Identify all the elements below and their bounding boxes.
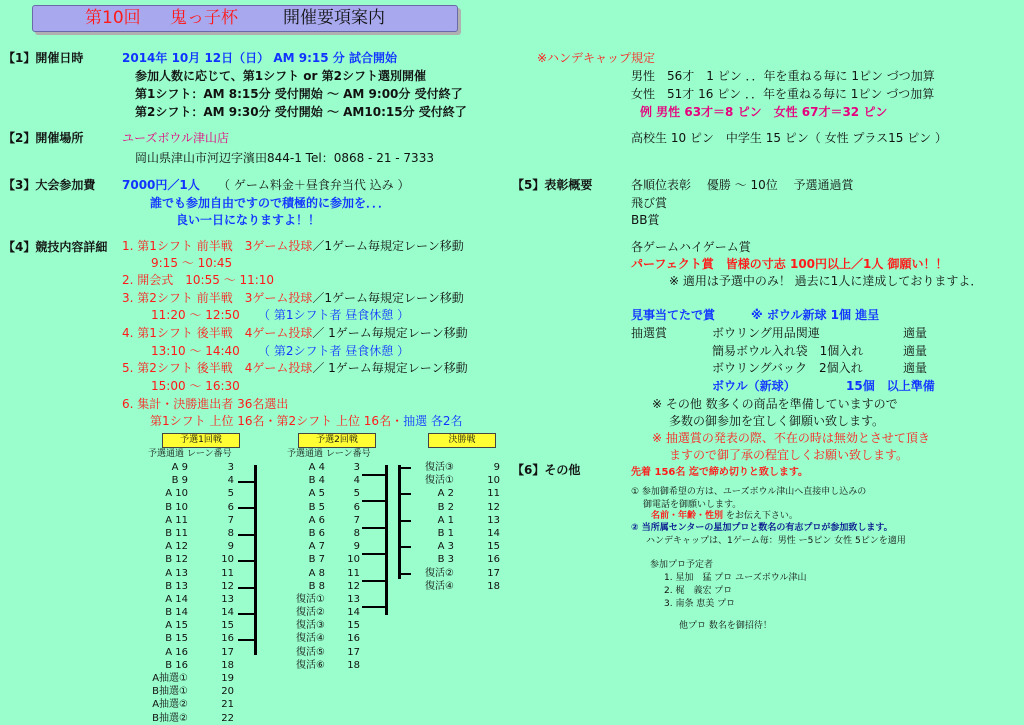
misc-line-2: 多数の御参加を宜しく御願い致します。 bbox=[669, 414, 885, 428]
list-item: 15 bbox=[487, 541, 500, 553]
list-item: 9 bbox=[227, 541, 234, 553]
deadline: 先着 156名 迄で締め切りと致します。 bbox=[631, 467, 809, 478]
mite-award: 見事当てたで賞 ※ ボウル新球 1個 進呈 bbox=[631, 308, 880, 322]
list-item: 11 bbox=[221, 567, 234, 579]
list-item: B 9 bbox=[171, 475, 188, 487]
list-item: A 3 bbox=[437, 541, 454, 553]
list-item: A 11 bbox=[165, 514, 188, 526]
note-2b: ハンデキャップは、1ゲーム毎：男性 ー5ピン 女性 5ピンを適用 bbox=[646, 536, 906, 546]
round-1-pill: 予選1回戦 bbox=[162, 433, 240, 448]
final-bracket-tick bbox=[398, 467, 411, 469]
list-item: 復活⑥ bbox=[296, 659, 325, 671]
list-item: B 14 bbox=[165, 607, 188, 619]
list-item: 12 bbox=[347, 580, 360, 592]
list-item: 10 bbox=[487, 475, 500, 487]
schedule-item-1: 1. 第1シフト 前半戦 3ゲーム投球／1ゲーム毎規定レーン移動 bbox=[122, 239, 464, 253]
title-subtitle: 開催要項案内 bbox=[283, 8, 385, 28]
list-item: A抽選① bbox=[152, 673, 188, 684]
round-2-bracket-tick bbox=[362, 580, 387, 582]
lottery-label: 抽選賞 bbox=[631, 326, 668, 340]
pro-1: 1. 星加 猛 プロ ユーズボウル津山 bbox=[664, 573, 807, 583]
list-item: 14 bbox=[221, 607, 234, 619]
list-item: A 13 bbox=[165, 567, 188, 579]
list-item: 復活③ bbox=[296, 620, 325, 632]
handicap-title: ※ハンデキャップ規定 bbox=[537, 51, 656, 65]
list-item: 7 bbox=[353, 514, 360, 526]
section-5-label: 【5】表彰概要 bbox=[512, 178, 593, 192]
list-item: A 5 bbox=[308, 488, 325, 500]
list-item: 8 bbox=[227, 527, 234, 539]
list-item: 22 bbox=[221, 712, 234, 724]
round-2-bracket-tick bbox=[362, 527, 387, 529]
list-item: 19 bbox=[221, 673, 234, 684]
round-2-header: 予選通過 レーン番号 bbox=[287, 449, 371, 459]
list-item: 9 bbox=[353, 541, 360, 553]
venue-address: 岡山県津山市河辺字濱田844-1 Tel：0868 - 21 - 7333 bbox=[135, 151, 434, 165]
round-2-lanes bbox=[336, 461, 360, 672]
list-item: 4 bbox=[353, 475, 360, 487]
list-item: 18 bbox=[347, 659, 360, 671]
list-item: 11 bbox=[487, 488, 500, 500]
section-4-label: 【4】競技内容詳細 bbox=[3, 240, 108, 254]
venue-name: ユーズボウル津山店 bbox=[122, 131, 230, 145]
list-item: B 5 bbox=[308, 501, 325, 513]
other-pros: 他プロ 数名を御招待！ bbox=[679, 621, 772, 631]
round-2-names bbox=[285, 461, 325, 672]
shift-2-time: 第2シフト：AM 9:30分 受付開始 〜 AM10:15分 受付終了 bbox=[135, 105, 467, 119]
handicap-students: 高校生 10 ピン 中学生 15 ピン（ 女性 プラス15 ピン ） bbox=[631, 131, 947, 145]
list-item: 10 bbox=[347, 554, 360, 566]
list-item: 5 bbox=[353, 488, 360, 500]
handicap-example: 例 男性 63才＝8 ピン 女性 67才＝32 ピン bbox=[640, 105, 888, 119]
note-1a: ① 参加御希望の方は、ユーズボウル津山へ直接申し込みの bbox=[631, 487, 867, 497]
round-1-bracket-tick bbox=[238, 534, 256, 536]
list-item: B 11 bbox=[165, 527, 188, 539]
list-item: 21 bbox=[221, 699, 234, 711]
list-item: B 10 bbox=[165, 501, 188, 513]
list-item: 13 bbox=[487, 514, 500, 526]
prize-1-name: ボウリング用品関連 bbox=[712, 326, 820, 340]
round-1-header: 予選通過 レーン番号 bbox=[148, 449, 232, 459]
handicap-women: 女性 51才 16 ピン ．．年を重ねる毎に 1ピン づつ加算 bbox=[631, 87, 935, 101]
list-item: B 3 bbox=[437, 554, 454, 566]
note-1c: 名前・年齢・性別 をお伝え下さい。 bbox=[651, 511, 798, 521]
schedule-item-4: 4. 第1シフト 後半戦 4ゲーム投球／ 1ゲーム毎規定レーン移動 bbox=[122, 326, 468, 340]
list-item: 15 bbox=[221, 620, 234, 632]
prize-3-name: ボウリングバック 2個入れ bbox=[712, 361, 863, 375]
list-item: A 15 bbox=[165, 620, 188, 632]
award-line-4: 各ゲームハイゲーム賞 bbox=[631, 240, 751, 254]
round-2-bracket-tick bbox=[362, 474, 387, 476]
list-item: 3 bbox=[227, 462, 234, 473]
list-item: A 16 bbox=[165, 646, 188, 658]
prize-2-qty: 適量 bbox=[903, 344, 928, 358]
perfect-note: ※ 適用は予選中のみ！ 過去に1人に達成しておりますよ． bbox=[669, 274, 983, 288]
final-lanes bbox=[476, 461, 500, 593]
final-pill: 決勝戦 bbox=[428, 433, 496, 448]
qualifier-line: 第1シフト 上位 16名・第2シフト 上位 16名・抽選 各2名 bbox=[150, 414, 463, 428]
list-item: 3 bbox=[353, 462, 360, 473]
list-item: 復活④ bbox=[296, 633, 325, 645]
list-item: B抽選② bbox=[152, 712, 188, 724]
final-bracket-tick bbox=[398, 573, 411, 575]
entry-fee-note: （ ゲーム料金＋昼食弁当代 込み ） bbox=[218, 178, 410, 192]
list-item: A 14 bbox=[165, 593, 188, 605]
round-2-bracket-tick bbox=[362, 500, 387, 502]
schedule-item-5: 5. 第2シフト 後半戦 4ゲーム投球／ 1ゲーム毎規定レーン移動 bbox=[122, 361, 468, 375]
prize-1-qty: 適量 bbox=[903, 326, 928, 340]
list-item: 12 bbox=[487, 501, 500, 513]
list-item: 16 bbox=[487, 554, 500, 566]
list-item: B 8 bbox=[308, 580, 325, 592]
list-item: B 2 bbox=[437, 501, 454, 513]
note-1b: 御電話を御願いします。 bbox=[643, 500, 742, 510]
list-item: A 9 bbox=[171, 462, 188, 473]
list-item: 6 bbox=[227, 501, 234, 513]
perfect-award: パーフェクト賞 皆様の寸志 100円以上／1人 御願い！！ bbox=[631, 257, 948, 271]
list-item: A 12 bbox=[165, 541, 188, 553]
round-1-bracket-tick bbox=[238, 587, 256, 589]
schedule-item-2: 2. 開会式 10:55 〜 11:10 bbox=[122, 273, 275, 287]
warning-line-1: ※ 抽選賞の発表の際、不在の時は無効とさせて頂き bbox=[652, 431, 930, 445]
final-bracket-tick bbox=[398, 546, 411, 548]
round-2-pill: 予選2回戦 bbox=[298, 433, 376, 448]
list-item: 復活③ bbox=[425, 462, 454, 473]
misc-line-1: ※ その他 数多くの商品を準備していますので bbox=[652, 397, 898, 411]
title-edition: 第10回 bbox=[85, 8, 141, 28]
list-item: 12 bbox=[221, 580, 234, 592]
list-item: A 2 bbox=[437, 488, 454, 500]
list-item: 16 bbox=[347, 633, 360, 645]
list-item: A 8 bbox=[308, 567, 325, 579]
round-1-bracket-tick bbox=[238, 560, 256, 562]
list-item: 復活② bbox=[425, 567, 454, 579]
list-item: B 13 bbox=[165, 580, 188, 592]
list-item: A抽選② bbox=[152, 699, 188, 711]
prize-2-name: 簡易ボウル入れ袋 1個入れ bbox=[712, 344, 864, 358]
list-item: 復活② bbox=[296, 607, 325, 619]
list-item: B 6 bbox=[308, 527, 325, 539]
note-2: ② 当所属センターの星加プロと数名の有志プロが参加致します。 bbox=[631, 523, 893, 533]
warning-line-2: ますので御了承の程宜しくお願い致します。 bbox=[669, 448, 909, 462]
list-item: 15 bbox=[347, 620, 360, 632]
round-2-bracket-tick bbox=[362, 553, 387, 555]
round-2-bracket-tick bbox=[362, 606, 387, 608]
list-item: B抽選① bbox=[152, 686, 188, 698]
final-bracket-tick bbox=[398, 520, 411, 522]
title-name: 鬼っ子杯 bbox=[170, 8, 238, 28]
schedule-item-3: 3. 第2シフト 前半戦 3ゲーム投球／1ゲーム毎規定レーン移動 bbox=[122, 291, 464, 305]
round-1-bracket-tick bbox=[238, 507, 256, 509]
list-item: 14 bbox=[347, 607, 360, 619]
list-item: 11 bbox=[347, 567, 360, 579]
list-item: 17 bbox=[487, 567, 500, 579]
shift-note: 参加人数に応じて、第1シフト or 第2シフト選別開催 bbox=[135, 69, 426, 83]
list-item: 18 bbox=[221, 659, 234, 671]
list-item: 17 bbox=[347, 646, 360, 658]
list-item: 6 bbox=[353, 501, 360, 513]
list-item: 20 bbox=[221, 686, 234, 698]
round-1-lanes bbox=[210, 461, 234, 725]
round-1-bracket-tick bbox=[238, 639, 256, 641]
invite-line-2: 良い一日になりますよ！！ bbox=[176, 213, 321, 227]
list-item: 復活① bbox=[296, 593, 325, 605]
list-item: A 4 bbox=[308, 462, 325, 473]
list-item: 17 bbox=[221, 646, 234, 658]
event-date: 2014年 10月 12日（日） AM 9:15 分 試合開始 bbox=[122, 51, 397, 65]
list-item: B 16 bbox=[165, 659, 188, 671]
list-item: 8 bbox=[353, 527, 360, 539]
list-item: 13 bbox=[221, 593, 234, 605]
handicap-men: 男性 56才 1 ピン ．．年を重ねる毎に 1ピン づつ加算 bbox=[631, 69, 935, 83]
list-item: B 1 bbox=[437, 527, 454, 539]
award-line-3: BB賞 bbox=[631, 213, 660, 227]
section-1-label: 【1】開催日時 bbox=[3, 51, 84, 65]
list-item: B 4 bbox=[308, 475, 325, 487]
schedule-note-4: （ 第2シフト者 昼食休憩 ） bbox=[258, 344, 410, 358]
list-item: B 15 bbox=[165, 633, 188, 645]
title-box bbox=[32, 5, 458, 32]
schedule-time-3: 11:20 〜 12:50 bbox=[151, 308, 240, 322]
list-item: 10 bbox=[221, 554, 234, 566]
list-item: 7 bbox=[227, 514, 234, 526]
round-1-bracket-tick bbox=[238, 481, 256, 483]
prize-3-qty: 適量 bbox=[903, 361, 928, 375]
award-line-2: 飛び賞 bbox=[631, 196, 668, 210]
list-item: 復活⑤ bbox=[296, 646, 325, 658]
schedule-time-4: 13:10 〜 14:40 bbox=[151, 344, 240, 358]
award-line-1: 各順位表彰 優勝 〜 10位 予選通過賞 bbox=[631, 178, 854, 192]
pro-3: 3. 南条 恵美 プロ bbox=[664, 599, 736, 609]
invite-line-1: 誰でも参加自由ですので積極的に参加を．．． bbox=[150, 196, 391, 210]
schedule-time-5: 15:00 〜 16:30 bbox=[151, 379, 240, 393]
round-1-names bbox=[150, 461, 188, 725]
list-item: 14 bbox=[487, 527, 500, 539]
list-item: 9 bbox=[493, 462, 500, 473]
final-bracket-line bbox=[398, 465, 401, 579]
round-1-bracket-tick bbox=[238, 613, 256, 615]
entry-fee: 7000円／1人 bbox=[122, 178, 200, 192]
list-item: B 12 bbox=[165, 554, 188, 566]
list-item: 復活① bbox=[425, 475, 454, 487]
final-names bbox=[412, 461, 454, 593]
list-item: 18 bbox=[487, 580, 500, 592]
list-item: A 10 bbox=[165, 488, 188, 500]
section-3-label: 【3】大会参加費 bbox=[3, 178, 96, 192]
schedule-note-3: （ 第1シフト者 昼食休憩 ） bbox=[258, 308, 410, 322]
list-item: A 1 bbox=[437, 514, 454, 526]
pro-2: 2. 梶 義宏 プロ bbox=[664, 586, 733, 596]
ball-prize: ボウル（新球） bbox=[712, 379, 796, 393]
section-2-label: 【2】開催場所 bbox=[3, 131, 84, 145]
shift-1-time: 第1シフト：AM 8:15分 受付開始 〜 AM 9:00分 受付終了 bbox=[135, 87, 463, 101]
list-item: 16 bbox=[221, 633, 234, 645]
list-item: 復活④ bbox=[425, 580, 454, 592]
list-item: 13 bbox=[347, 593, 360, 605]
schedule-item-6: 6. 集計・決勝進出者 36名選出 bbox=[122, 397, 289, 411]
pros-title: 参加プロ予定者 bbox=[650, 560, 714, 570]
round-2-bracket-line bbox=[385, 465, 388, 615]
list-item: B 7 bbox=[308, 554, 325, 566]
ball-prize-qty: 15個 以上準備 bbox=[846, 379, 935, 393]
schedule-time-1: 9:15 〜 10:45 bbox=[151, 256, 233, 270]
final-bracket-tick bbox=[398, 493, 411, 495]
list-item: A 6 bbox=[308, 514, 325, 526]
section-6-label: 【6】その他 bbox=[512, 463, 581, 477]
list-item: 4 bbox=[227, 475, 234, 487]
list-item: 5 bbox=[227, 488, 234, 500]
list-item: A 7 bbox=[308, 541, 325, 553]
